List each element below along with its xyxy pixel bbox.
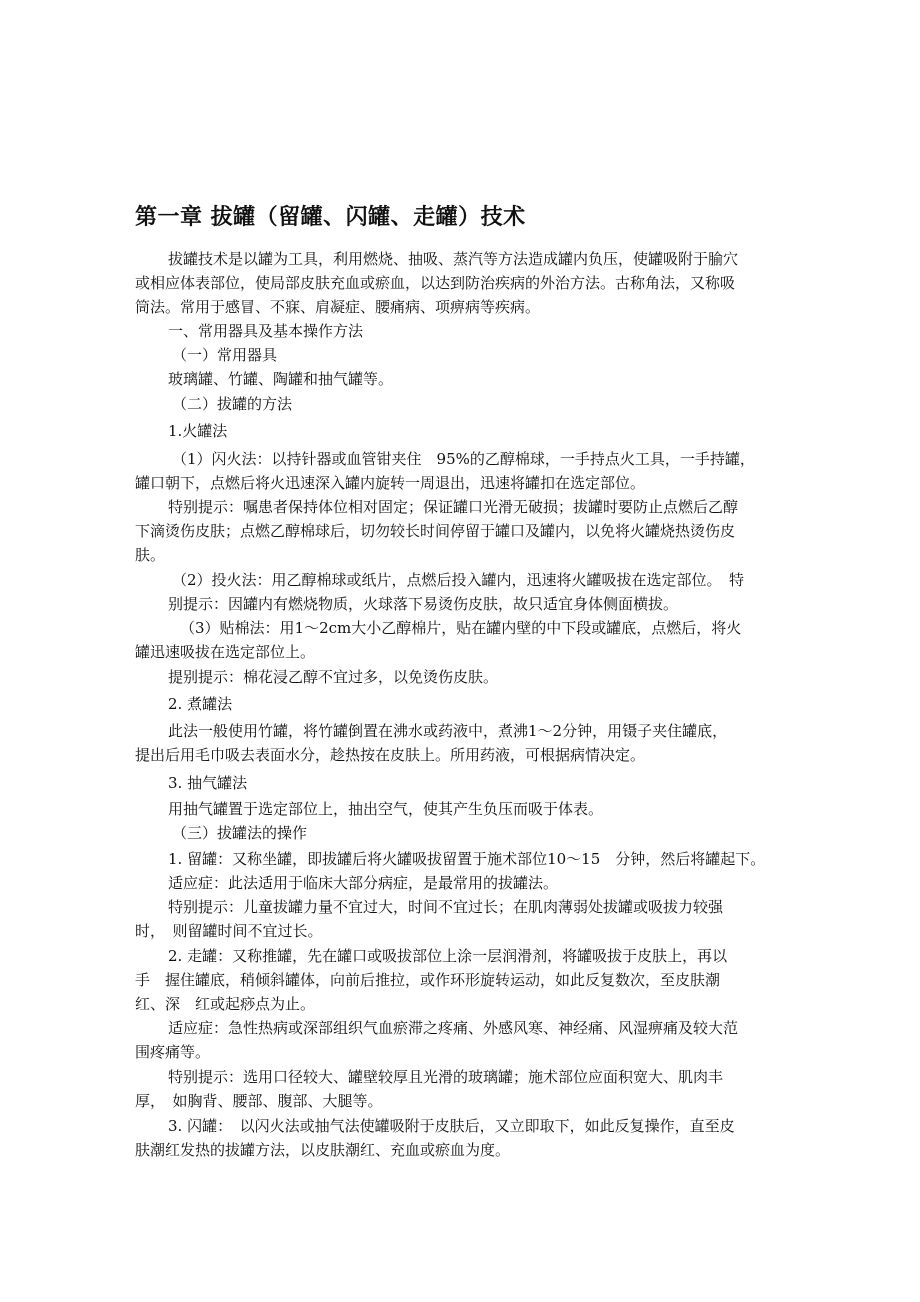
paragraph-line: 此法一般使用竹罐，将竹罐倒置在沸水或药液中，煮沸1～2分钟，用镊子夹住罐底， bbox=[168, 722, 728, 740]
paragraph-line: 适应症：此法适用于临床大部分病症，是最常用的拔罐法。 bbox=[168, 874, 559, 892]
paragraph-line: 玻璃罐、竹罐、陶罐和抽气罐等。 bbox=[168, 370, 394, 388]
item-heading: 3. 抽气罐法 bbox=[168, 774, 248, 792]
paragraph-line: 下滴烫伤皮肤；点燃乙醇棉球后，切勿较长时间停留于罐口及罐内，以免将火罐烧热烫伤皮 bbox=[135, 522, 736, 540]
item-heading: 2. 煮罐法 bbox=[168, 695, 233, 713]
paragraph-line: 罐口朝下，点燃后将火迅速深入罐内旋转一周退出，迅速将罐扣在选定部位。 bbox=[135, 474, 646, 492]
paragraph-line: 时， 则留罐时间不宜过长。 bbox=[135, 922, 323, 940]
paragraph-line: 提别提示：棉花浸乙醇不宜过多，以免烫伤皮肤。 bbox=[168, 668, 499, 686]
section-heading: 一、常用器具及基本操作方法 bbox=[168, 322, 364, 340]
paragraph-line: （3）贴棉法：用1～2cm大小乙醇棉片，贴在罐内壁的中下段或罐底，点燃后，将火 bbox=[180, 619, 742, 637]
paragraph-line: 2. 走罐：又称推罐，先在罐口或吸拔部位上涂一层润滑剂，将罐吸拔于皮肤上，再以 bbox=[168, 947, 728, 965]
paragraph-line: 特别提示：嘱患者保持体位相对固定；保证罐口光滑无破损；拔罐时要防止点燃后乙醇 bbox=[168, 498, 739, 516]
paragraph-line: 适应症：急性热病或深部组织气血瘀滞之疼痛、外感风寒、神经痛、风湿痹痛及较大范 bbox=[168, 1019, 739, 1037]
paragraph-line: 围疼痛等。 bbox=[135, 1043, 211, 1061]
paragraph-line: 或相应体表部位，使局部皮肤充血或瘀血，以达到防治疾病的外治方法。古称角法，又称吸 bbox=[135, 274, 736, 292]
subsection-heading: （二）拔罐的方法 bbox=[172, 395, 293, 413]
paragraph-line: 别提示：因罐内有燃烧物质，火球落下易烫伤皮肤，故只适宜身体侧面横拔。 bbox=[168, 595, 679, 613]
paragraph-line: 罐迅速吸拔在选定部位上。 bbox=[135, 643, 316, 661]
paragraph-line: 筒法。常用于感冒、不寐、肩凝症、腰痛病、项痹病等疾病。 bbox=[135, 298, 541, 316]
paragraph-line: 用抽气罐置于选定部位上，抽出空气，使其产生负压而吸于体表。 bbox=[168, 800, 604, 818]
paragraph-line: 特别提示：儿童拔罐力量不宜过大，时间不宜过长；在肌肉薄弱处拔罐或吸拔力较强 bbox=[168, 898, 724, 916]
paragraph-line: 特别提示：选用口径较大、罐壁较厚且光滑的玻璃罐；施术部位应面积宽大、肌肉丰 bbox=[168, 1068, 724, 1086]
paragraph-line: 提出后用毛巾吸去表面水分，趁热按在皮肤上。所用药液，可根据病情决定。 bbox=[135, 746, 646, 764]
paragraph-line: 1. 留罐：又称坐罐，即拔罐后将火罐吸拔留置于施术部位10～15 分钟，然后将罐起下。 bbox=[168, 850, 766, 868]
paragraph-line: 厚， 如胸背、腰部、腹部、大腿等。 bbox=[135, 1092, 383, 1110]
paragraph-line: 手 握住罐底，稍倾斜罐体，向前后推拉，或作环形旋转运动，如此反复数次，至皮肤潮 bbox=[135, 971, 721, 989]
item-heading: 1.火罐法 bbox=[168, 422, 228, 440]
paragraph-line: 肤潮红发热的拔罐方法，以皮肤潮红、充血或瘀血为度。 bbox=[135, 1141, 511, 1159]
paragraph-line: 红、深 红或起痧点为止。 bbox=[135, 995, 316, 1013]
paragraph-line: （2）投火法：用乙醇棉球或纸片，点燃后投入罐内，迅速将火罐吸拔在选定部位。 特 bbox=[172, 571, 745, 589]
subsection-heading: （一）常用器具 bbox=[172, 346, 278, 364]
subsection-heading: （三）拔罐法的操作 bbox=[172, 824, 308, 842]
paragraph-line: 3. 闪罐： 以闪火法或抽气法使罐吸附于皮肤后，又立即取下，如此反复操作，直至皮 bbox=[168, 1117, 735, 1135]
chapter-title: 第一章 拔罐（留罐、闪罐、走罐）技术 bbox=[135, 205, 526, 230]
paragraph-line: （1）闪火法：以持针器或血管钳夹住 95%的乙醇棉球，一手持点火工具，一手持罐， bbox=[172, 450, 755, 468]
paragraph-line: 肤。 bbox=[135, 546, 166, 564]
paragraph-line: 拔罐技术是以罐为工具，利用燃烧、抽吸、蒸汽等方法造成罐内负压，使罐吸附于腧穴 bbox=[168, 250, 739, 268]
